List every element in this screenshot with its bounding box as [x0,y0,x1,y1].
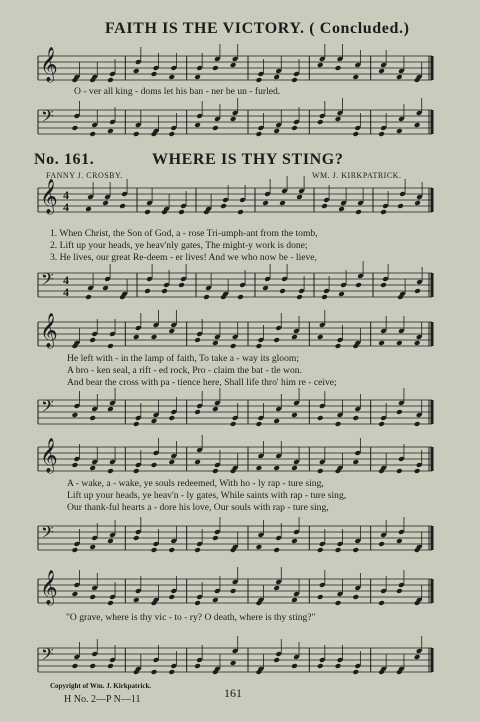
system-2-bass-note [378,421,385,427]
system-2-treble-note [107,343,114,349]
bass-clef-icon: 𝄢 [41,644,54,668]
system-1-treble-note [296,194,303,200]
bass-clef-icon: 𝄢 [41,396,54,420]
system-1-treble-note [102,200,109,206]
system-3-treble-note [168,459,175,465]
system-2-treble-note [256,343,263,349]
system-3-bass-note [317,547,324,553]
bass-clef-icon: 𝄢 [41,522,54,546]
hymn-title: WHERE IS THY STING? [152,151,344,168]
system-2-bass-note [396,409,403,415]
system-3-bass-note [335,547,342,553]
system-3-treble-note [273,465,280,471]
system-4-bass-note [151,669,158,675]
system-0-bass-note [212,125,219,131]
system-1-bass-note [161,288,168,294]
system-1-treble-note [144,209,151,215]
system-1-bass-note [279,288,286,294]
system-4-bass-note [352,669,359,675]
system-4-bass-note [414,654,421,660]
header-lyric-line: O - ver all king - doms let his ban - ner be un - furled. [74,86,281,97]
treble-clef-icon: 𝄞 [40,313,58,348]
system-4-treble-note [212,597,219,603]
system-0-treble-note [378,68,385,74]
system-3-bass-note [291,538,298,544]
system-3-treble-note [317,468,324,474]
system-1-bass-note [380,282,387,288]
system-4-bass-note [194,663,201,669]
system-3-treble-note [212,468,219,474]
verse-3-line-2: And bear the cross with pa - tience here, Shall life thro' him re - ceive; [67,377,337,388]
system-4-bass-note [230,660,237,666]
system-1-treble-note [178,209,185,215]
system-2-treble-note [89,337,96,343]
system-2-treble-note [378,340,385,346]
system-0-bass-note [273,128,280,134]
system-1-bass-note [414,288,421,294]
system-0-treble-note [133,68,140,74]
system-2-treble-note [317,334,324,340]
system-2-bass-note [352,415,359,421]
verse-1-line-1: 1. When Christ, the Son of God, a - rose Tri-umph-ant from the tomb, [50,228,318,239]
system-2-bass-note [133,421,140,427]
system-3-treble-note [133,468,140,474]
system-3-bass-note [396,538,403,544]
system-3-bass-note [378,541,385,547]
page-code: H No. 2—P N—11 [64,694,141,705]
system-1-bass-note [102,285,109,291]
system-1-treble-note [338,206,345,212]
system-0-bass-note [89,131,96,137]
system-2-bass-note [212,406,219,412]
system-2-bass-note [317,415,324,421]
system-2-bass-note [273,418,280,424]
system-3-treble-note [72,462,79,468]
system-1-treble-note [262,200,269,206]
system-0-bass-note [335,116,342,122]
verse-2-line-1: 2. Lift up your heads, ye heav'nly gates, The might-y work is done; [50,240,308,251]
system-3-bass-note [256,544,263,550]
system-3-treble-note [396,468,403,474]
system-1-bass-note [296,294,303,300]
system-1-bass-note [338,291,345,297]
refrain-line: "O grave, where is thy vic - to - ry? O death, where is thy sting?" [66,612,316,623]
system-1-treble-note [220,203,227,209]
treble-clef-icon: 𝄞 [40,47,58,82]
system-1-bass-note [237,294,244,300]
system-0-treble-note [107,77,114,83]
system-0-bass-note [168,131,175,137]
system-3-treble-note [352,459,359,465]
system-0-treble-note [352,74,359,80]
system-0-bass-note [378,131,385,137]
system-1-treble-note [380,209,387,215]
system-1-treble-note [85,206,92,212]
treble-clef-icon: 𝄞 [40,438,58,473]
system-0-bass-note [317,119,324,125]
system-4-treble-note [133,597,140,603]
system-0-bass-note [352,131,359,137]
system-2-treble-note [212,340,219,346]
system-3-bass-note [107,538,114,544]
system-2-bass-note [414,421,421,427]
bass-clef-icon: 𝄢 [41,269,54,293]
system-1-treble-note [279,200,286,206]
system-0-treble-note [151,71,158,77]
system-0-treble-note [317,62,324,68]
system-4-bass-note [317,663,324,669]
system-2-treble-note [230,343,237,349]
system-4-treble-note [335,600,342,606]
system-0-bass-note [133,131,140,137]
system-1-treble-note [397,203,404,209]
system-4-treble-note [396,588,403,594]
system-2-treble-note [151,334,158,340]
system-0-bass-note [256,131,263,137]
time-signature-bottom: 4 [63,285,69,299]
system-4-treble-note [194,600,201,606]
system-1-bass-note [355,282,362,288]
system-3-treble-note [89,465,96,471]
system-3-bass-note [212,535,219,541]
system-0-bass-note [194,122,201,128]
system-3-bass-note [352,547,359,553]
system-0-bass-note [396,128,403,134]
system-0-treble-note [212,65,219,71]
system-1-bass-note [203,294,210,300]
page-number: 161 [224,686,242,700]
system-4-bass-note [107,663,114,669]
system-4-treble-note [168,594,175,600]
system-3-bass-note [168,547,175,553]
verse-2-line-2: A bro - ken seal, a rift - ed rock, Pro - claim the bat - tle won. [67,365,302,376]
system-2-bass-note [256,421,263,427]
system-3-bass-note [133,535,140,541]
system-2-treble-note [396,340,403,346]
system-2-bass-note [230,421,237,427]
system-4-bass-note [89,663,96,669]
system-4-bass-note [72,663,79,669]
lyricist: FANNY J. CROSBY. [46,171,123,180]
system-4-bass-note [168,669,175,675]
system-0-treble-note [335,65,342,71]
system-4-treble-note [378,600,385,606]
system-4-treble-note [89,594,96,600]
system-3-bass-note [89,544,96,550]
system-3-bass-note [194,547,201,553]
system-3-bass-note [273,547,280,553]
system-2-bass-note [151,418,158,424]
time-signature-top: 4 [63,188,69,202]
system-2-bass-note [89,415,96,421]
verse-3-line-1: 3. He lives, our great Re-deem - er lives! And we who now be - lieve, [50,252,317,263]
system-2-treble-note [291,334,298,340]
system-4-treble-note [230,588,237,594]
header-title: FAITH IS THE VICTORY. ( Concluded.) [105,20,410,37]
system-1-bass-note [144,288,151,294]
system-0-treble-note [230,62,237,68]
time-signature-top: 4 [63,273,69,287]
system-0-bass-note [72,125,79,131]
system-2-bass-note [72,412,79,418]
system-1-treble-note [414,200,421,206]
system-4-bass-note [335,663,342,669]
system-3-bass-note [151,547,158,553]
system-4-treble-note [352,594,359,600]
bass-clef-icon: 𝄢 [41,106,54,130]
system-2-treble-note [168,328,175,334]
system-0-bass-note [230,116,237,122]
system-0-treble-note [273,74,280,80]
hymn-number: No. 161. [34,151,95,168]
system-2-treble-note [414,340,421,346]
system-2-bass-note [107,406,114,412]
system-4-treble-note [291,597,298,603]
system-1-treble-note [321,203,328,209]
system-4-bass-note [291,663,298,669]
system-0-treble-note [291,77,298,83]
system-2-treble-note [194,337,201,343]
verse-1-line-3: A - wake, a - wake, ye souls redeemed, With ho - ly rap - ture sing, [67,478,324,489]
system-0-treble-note [256,77,263,83]
verse-3-line-3: Our thank-ful hearts a - dore his love, Our souls with rap - ture sing, [67,502,329,513]
system-1-treble-note [355,209,362,215]
system-2-treble-note [133,334,140,340]
system-1-bass-note [85,294,92,300]
system-3-treble-note [291,465,298,471]
system-0-treble-note [396,74,403,80]
system-2-bass-note [168,415,175,421]
copyright-notice: Copyright of Wm. J. Kirkpatrick. [50,682,152,690]
system-0-bass-note [414,122,421,128]
system-0-bass-note [291,125,298,131]
composer: WM. J. KIRKPATRICK. [312,171,402,180]
system-1-bass-note [321,294,328,300]
system-0-treble-note [168,74,175,80]
system-2-bass-note [291,412,298,418]
system-2-bass-note [194,409,201,415]
system-0-treble-note [194,74,201,80]
system-4-treble-note [72,591,79,597]
system-2-bass-note [335,421,342,427]
verse-2-line-3: Lift up your heads, ye heav'n - ly gates, While saints with rap - ture sing, [67,490,347,501]
system-1-treble-note [237,209,244,215]
treble-clef-icon: 𝄞 [40,179,58,214]
system-3-treble-note [256,465,263,471]
system-4-treble-note [107,600,114,606]
system-2-treble-note [335,343,342,349]
system-4-bass-note [273,657,280,663]
system-1-bass-note [178,282,185,288]
system-0-bass-note [107,128,114,134]
treble-clef-icon: 𝄞 [40,570,58,605]
system-4-treble-note [273,585,280,591]
system-4-treble-note [317,594,324,600]
system-3-treble-note [414,468,421,474]
time-signature-bottom: 4 [63,200,69,214]
system-3-treble-note [194,459,201,465]
verse-1-line-2: He left with - in the lamp of faith, To take a - way its gloom; [67,353,300,364]
system-3-treble-note [151,462,158,468]
system-2-treble-note [273,337,280,343]
system-1-bass-note [262,285,269,291]
system-3-bass-note [72,547,79,553]
system-3-treble-note [107,468,114,474]
system-1-treble-note [119,203,126,209]
